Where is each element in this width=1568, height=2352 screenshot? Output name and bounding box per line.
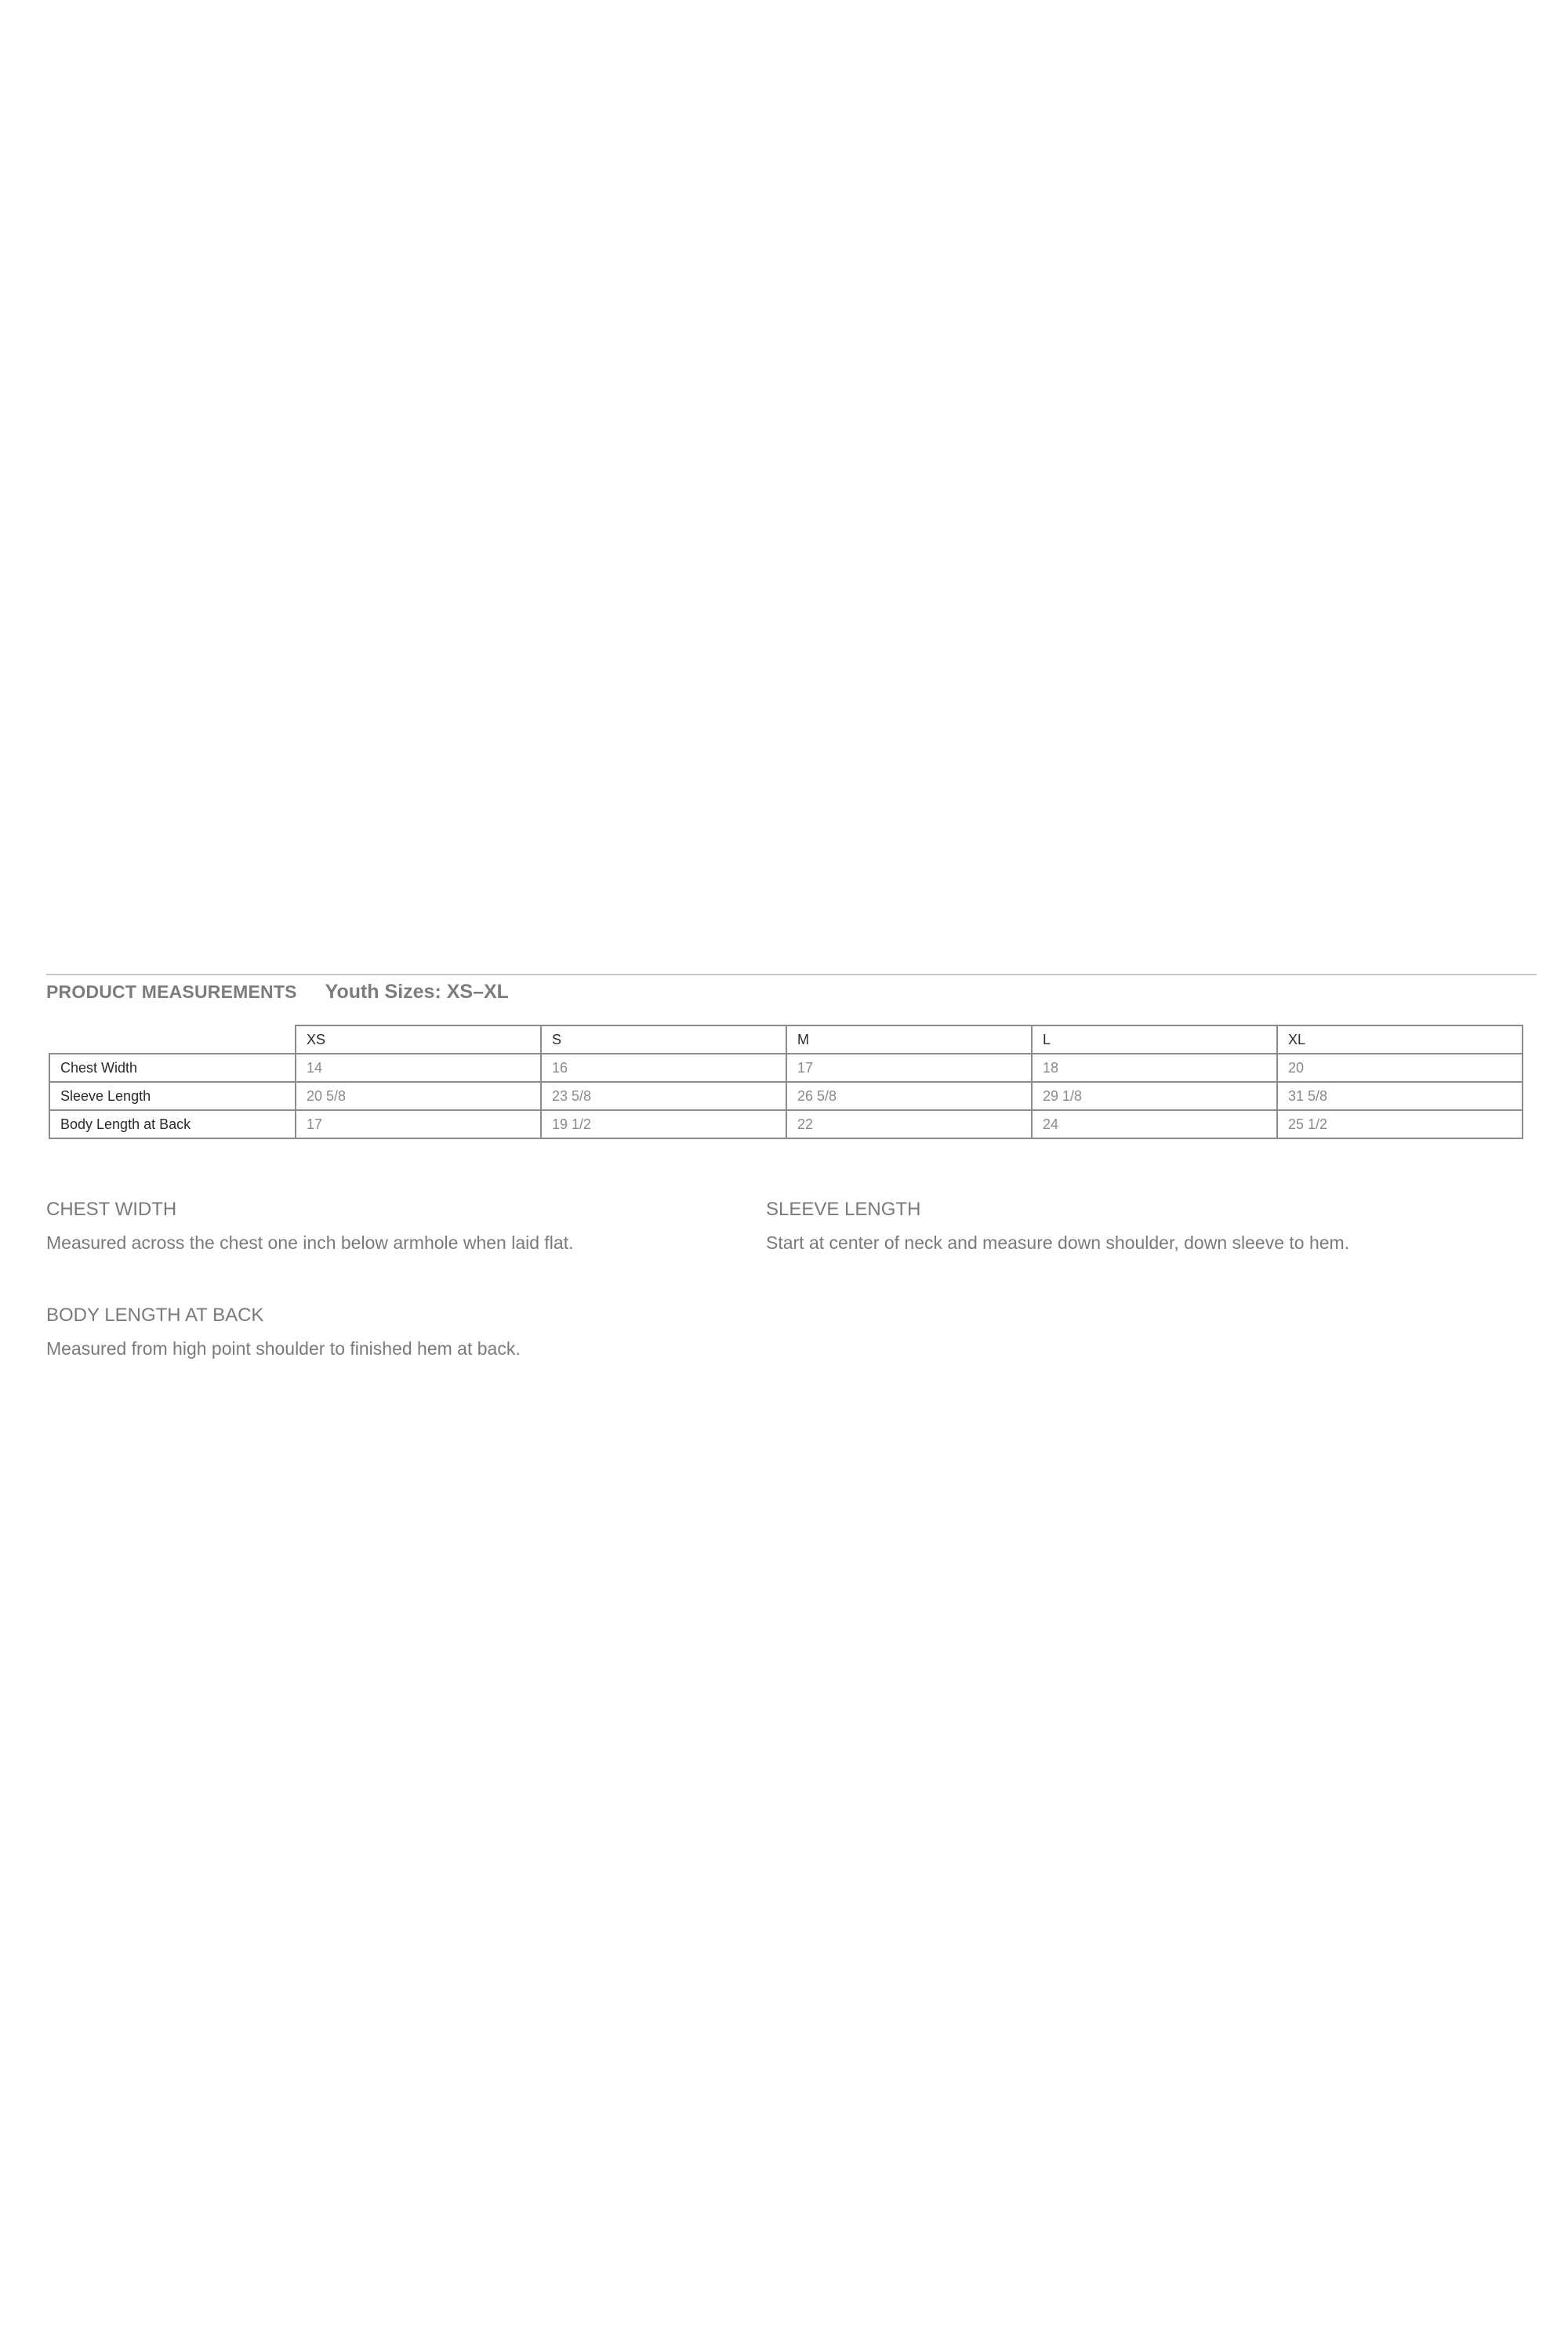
definition-title: BODY LENGTH AT BACK bbox=[46, 1305, 264, 1326]
table-cell: 19 1/2 bbox=[541, 1110, 786, 1138]
table-header-row bbox=[49, 1025, 1523, 1054]
section-divider bbox=[46, 974, 1537, 975]
table-cell: 25 1/2 bbox=[1277, 1110, 1523, 1138]
table-cell: 24 bbox=[1032, 1110, 1277, 1138]
definition-sleeve-length bbox=[766, 1198, 1472, 1254]
column-header-s: S bbox=[541, 1025, 786, 1054]
table-cell: 17 bbox=[296, 1110, 541, 1138]
definition-body-length bbox=[46, 1304, 752, 1360]
column-header-xs: XS bbox=[296, 1025, 541, 1054]
definition-chest-width bbox=[46, 1198, 752, 1254]
column-header-xl: XL bbox=[1277, 1025, 1523, 1054]
table-row bbox=[49, 1110, 1523, 1138]
table-cell: 29 1/8 bbox=[1032, 1082, 1277, 1110]
table-cell: 31 5/8 bbox=[1277, 1082, 1523, 1110]
table-cell: 26 5/8 bbox=[786, 1082, 1032, 1110]
definition-title: CHEST WIDTH bbox=[46, 1199, 177, 1220]
table-row bbox=[49, 1054, 1523, 1082]
table-cell: 20 bbox=[1277, 1054, 1523, 1082]
table-cell: 23 5/8 bbox=[541, 1082, 786, 1110]
section-heading bbox=[46, 981, 509, 1004]
table-cell: 17 bbox=[786, 1054, 1032, 1082]
table-corner-cell bbox=[49, 1025, 296, 1054]
table-cell: 16 bbox=[541, 1054, 786, 1082]
table-cell: 18 bbox=[1032, 1054, 1277, 1082]
definition-text: Measured across the chest one inch below armhole when laid flat. bbox=[46, 1232, 574, 1253]
column-header-m: M bbox=[786, 1025, 1032, 1054]
definition-title: SLEEVE LENGTH bbox=[766, 1199, 921, 1220]
size-range-subtitle: Youth Sizes: XS–XL bbox=[325, 981, 509, 1003]
table-cell: 22 bbox=[786, 1110, 1032, 1138]
definition-text: Start at center of neck and measure down shoulder, down sleeve to hem. bbox=[766, 1232, 1350, 1253]
measurements-table bbox=[49, 1025, 1523, 1139]
definition-text: Measured from high point shoulder to finished hem at back. bbox=[46, 1338, 521, 1359]
row-label-body-length: Body Length at Back bbox=[49, 1110, 296, 1138]
column-header-l: L bbox=[1032, 1025, 1277, 1054]
row-label-sleeve-length: Sleeve Length bbox=[49, 1082, 296, 1110]
row-label-chest-width: Chest Width bbox=[49, 1054, 296, 1082]
table-row bbox=[49, 1082, 1523, 1110]
table-cell: 20 5/8 bbox=[296, 1082, 541, 1110]
page-title: PRODUCT MEASUREMENTS bbox=[46, 982, 297, 1002]
table-cell: 14 bbox=[296, 1054, 541, 1082]
